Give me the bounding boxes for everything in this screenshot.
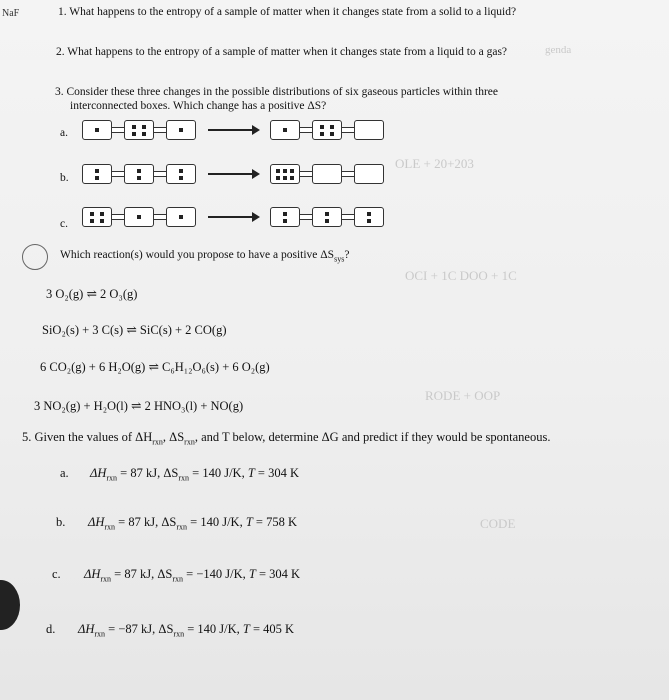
bleed-text: OCI + 1C DOO + 1C <box>405 268 517 283</box>
distribution-c <box>82 207 384 227</box>
reaction-2: SiO₂(s) + 3 C(s) ⇌ SiC(s) + 2 CO(g) <box>42 323 227 337</box>
option-a-label: a. <box>60 127 68 139</box>
particle-box <box>312 120 342 140</box>
particle-box <box>82 164 112 184</box>
particle-box <box>166 120 196 140</box>
particle-box <box>354 207 384 227</box>
option-c-label: c. <box>60 218 68 230</box>
question-3-line-1: 3. Consider these three changes in the possible distributions of six gaseous particles within three <box>55 86 498 98</box>
particle-box <box>166 207 196 227</box>
chat-bubble-icon <box>22 244 48 270</box>
distribution-a <box>82 120 384 140</box>
question-3-line-2: interconnected boxes. Which change has a positive ΔS? <box>70 100 327 112</box>
part-b-label: b. <box>56 515 66 529</box>
part-a-label: a. <box>60 466 69 480</box>
part-a-values: $\Delta H_{rxn} = 87$ kJ, $\Delta S_{rxn} = 140$ J/K, T = 304 K <box>90 466 300 483</box>
part-d-label: d. <box>46 622 56 636</box>
question-5-prompt: 5. Given the values of $\Delta H_{rxn}$, $\Delta S_{rxn}$, and T below, determine ΔG and predict if they would be spontaneous. <box>22 430 551 447</box>
bleed-naf: NaF <box>2 8 20 19</box>
arrow-icon <box>208 216 258 218</box>
particle-box <box>124 207 154 227</box>
question-2: 2. What happens to the entropy of a sample of matter when it changes state from a liquid to a gas? <box>56 46 508 58</box>
bleed-text: CODE <box>480 516 516 531</box>
particle-box <box>82 120 112 140</box>
particle-box <box>354 120 384 140</box>
part-c-values: $\Delta H_{rxn} = 87$ kJ, $\Delta S_{rxn} = -140$ J/K, T = 304 K <box>84 567 301 584</box>
question-4-prompt: Which reaction(s) would you propose to have a positive $\Delta S_{sys}$? <box>60 249 350 264</box>
reaction-3: 6 CO₂(g) + 6 H₂O(g) ⇌ C₆H₁₂O₆(s) + 6 O₂(g) <box>40 360 270 374</box>
part-b-values: $\Delta H_{rxn} = 87$ kJ, $\Delta S_{rxn} = 140$ J/K, T = 758 K <box>88 515 298 532</box>
bleed-text: OLE + 20+203 <box>395 156 474 171</box>
particle-box <box>270 164 300 184</box>
reaction-4: 3 NO₂(g) + H₂O(l) ⇌ 2 HNO₃(l) + NO(g) <box>34 399 244 413</box>
bleed-text: RODE + OOP <box>425 388 501 403</box>
bleed-text: genda <box>545 44 572 56</box>
particle-box <box>124 120 154 140</box>
option-b-label: b. <box>60 172 69 184</box>
particle-box <box>354 164 384 184</box>
particle-box <box>124 164 154 184</box>
particle-box <box>312 207 342 227</box>
particle-box <box>166 164 196 184</box>
particle-box <box>312 164 342 184</box>
part-d-values: $\Delta H_{rxn} = -87$ kJ, $\Delta S_{rxn} = 140$ J/K, T = 405 K <box>78 622 295 639</box>
arrow-icon <box>208 173 258 175</box>
part-c-label: c. <box>52 567 61 581</box>
finger-shadow <box>0 580 20 630</box>
particle-box <box>270 207 300 227</box>
distribution-b <box>82 164 384 184</box>
reaction-1: 3 O₂(g) ⇌ 2 O₃(g) <box>46 287 138 301</box>
particle-box <box>270 120 300 140</box>
question-1: 1. What happens to the entropy of a sample of matter when it changes state from a solid to a liquid? <box>58 6 517 18</box>
arrow-icon <box>208 129 258 131</box>
particle-box <box>82 207 112 227</box>
